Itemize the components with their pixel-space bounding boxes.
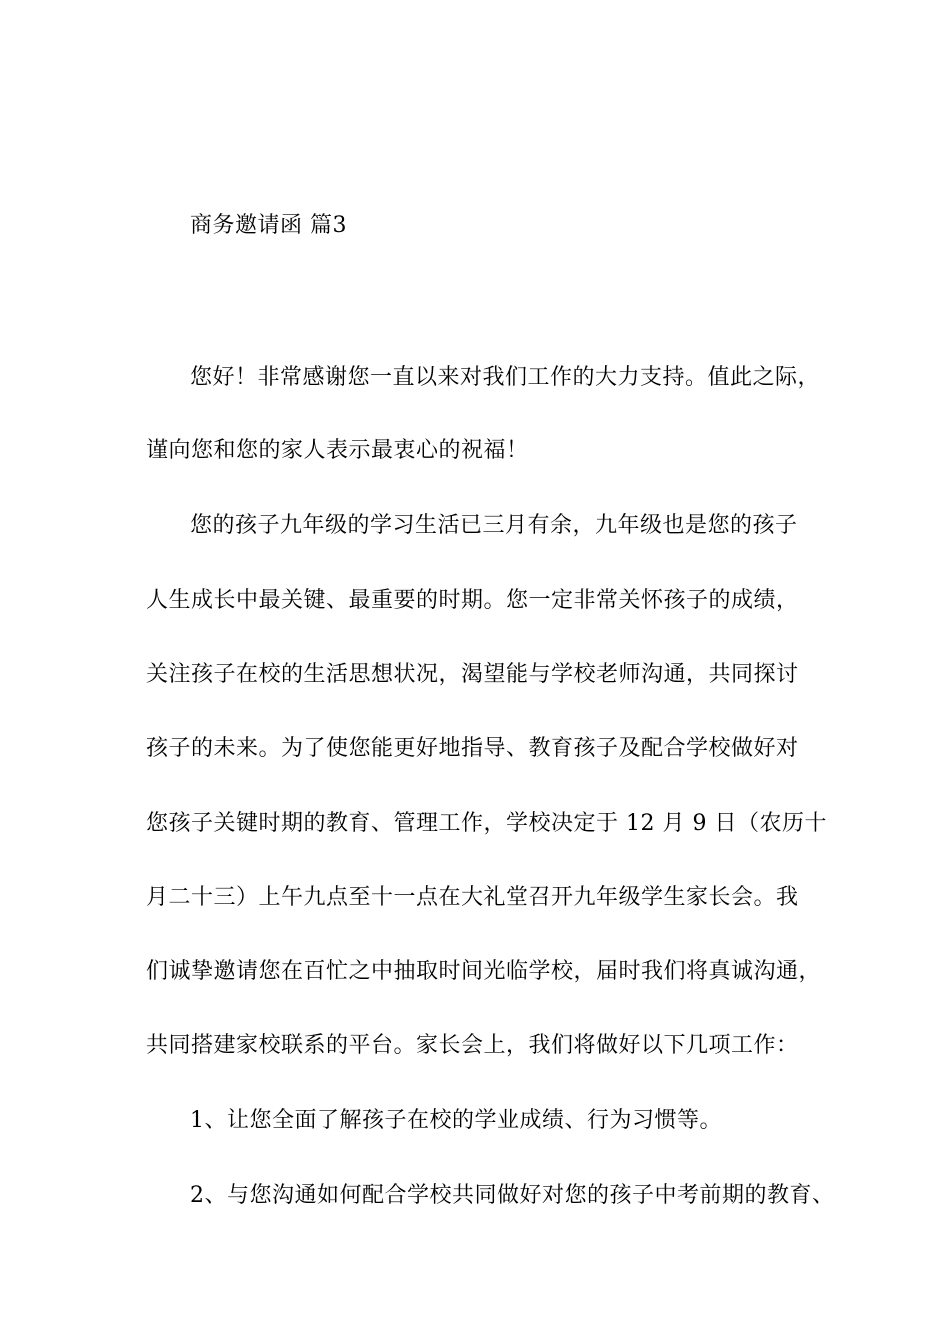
- paragraph-line: 您孩子关键时期的教育、管理工作，学校决定于 12 月 9 日（农历十: [146, 811, 827, 836]
- paragraph-line: 谨向您和您的家人表示最衷心的祝福！: [146, 438, 529, 463]
- paragraph-line: 共同搭建家校联系的平台。家长会上，我们将做好以下几项工作：: [146, 1033, 799, 1058]
- paragraph-line: 关注孩子在校的生活思想状况，渴望能与学校老师沟通，共同探讨: [146, 662, 799, 687]
- paragraph-line: 们诚挚邀请您在百忙之中抽取时间光临学校，届时我们将真诚沟通，: [146, 959, 822, 984]
- paragraph-line: 月二十三）上午九点至十一点在大礼堂召开九年级学生家长会。我: [146, 885, 799, 910]
- list-item: 2、与您沟通如何配合学校共同做好对您的孩子中考前期的教育、: [190, 1183, 835, 1208]
- paragraph-line: 人生成长中最关键、最重要的时期。您一定非常关怀孩子的成绩，: [146, 588, 799, 613]
- document-title: 商务邀请函 篇3: [190, 213, 347, 238]
- paragraph-line: 您的孩子九年级的学习生活已三月有余，九年级也是您的孩子: [190, 513, 798, 538]
- list-item: 1、让您全面了解孩子在校的学业成绩、行为习惯等。: [190, 1108, 722, 1133]
- paragraph-line: 您好！非常感谢您一直以来对我们工作的大力支持。值此之际，: [190, 365, 821, 390]
- paragraph-line: 孩子的未来。为了使您能更好地指导、教育孩子及配合学校做好对: [146, 736, 799, 761]
